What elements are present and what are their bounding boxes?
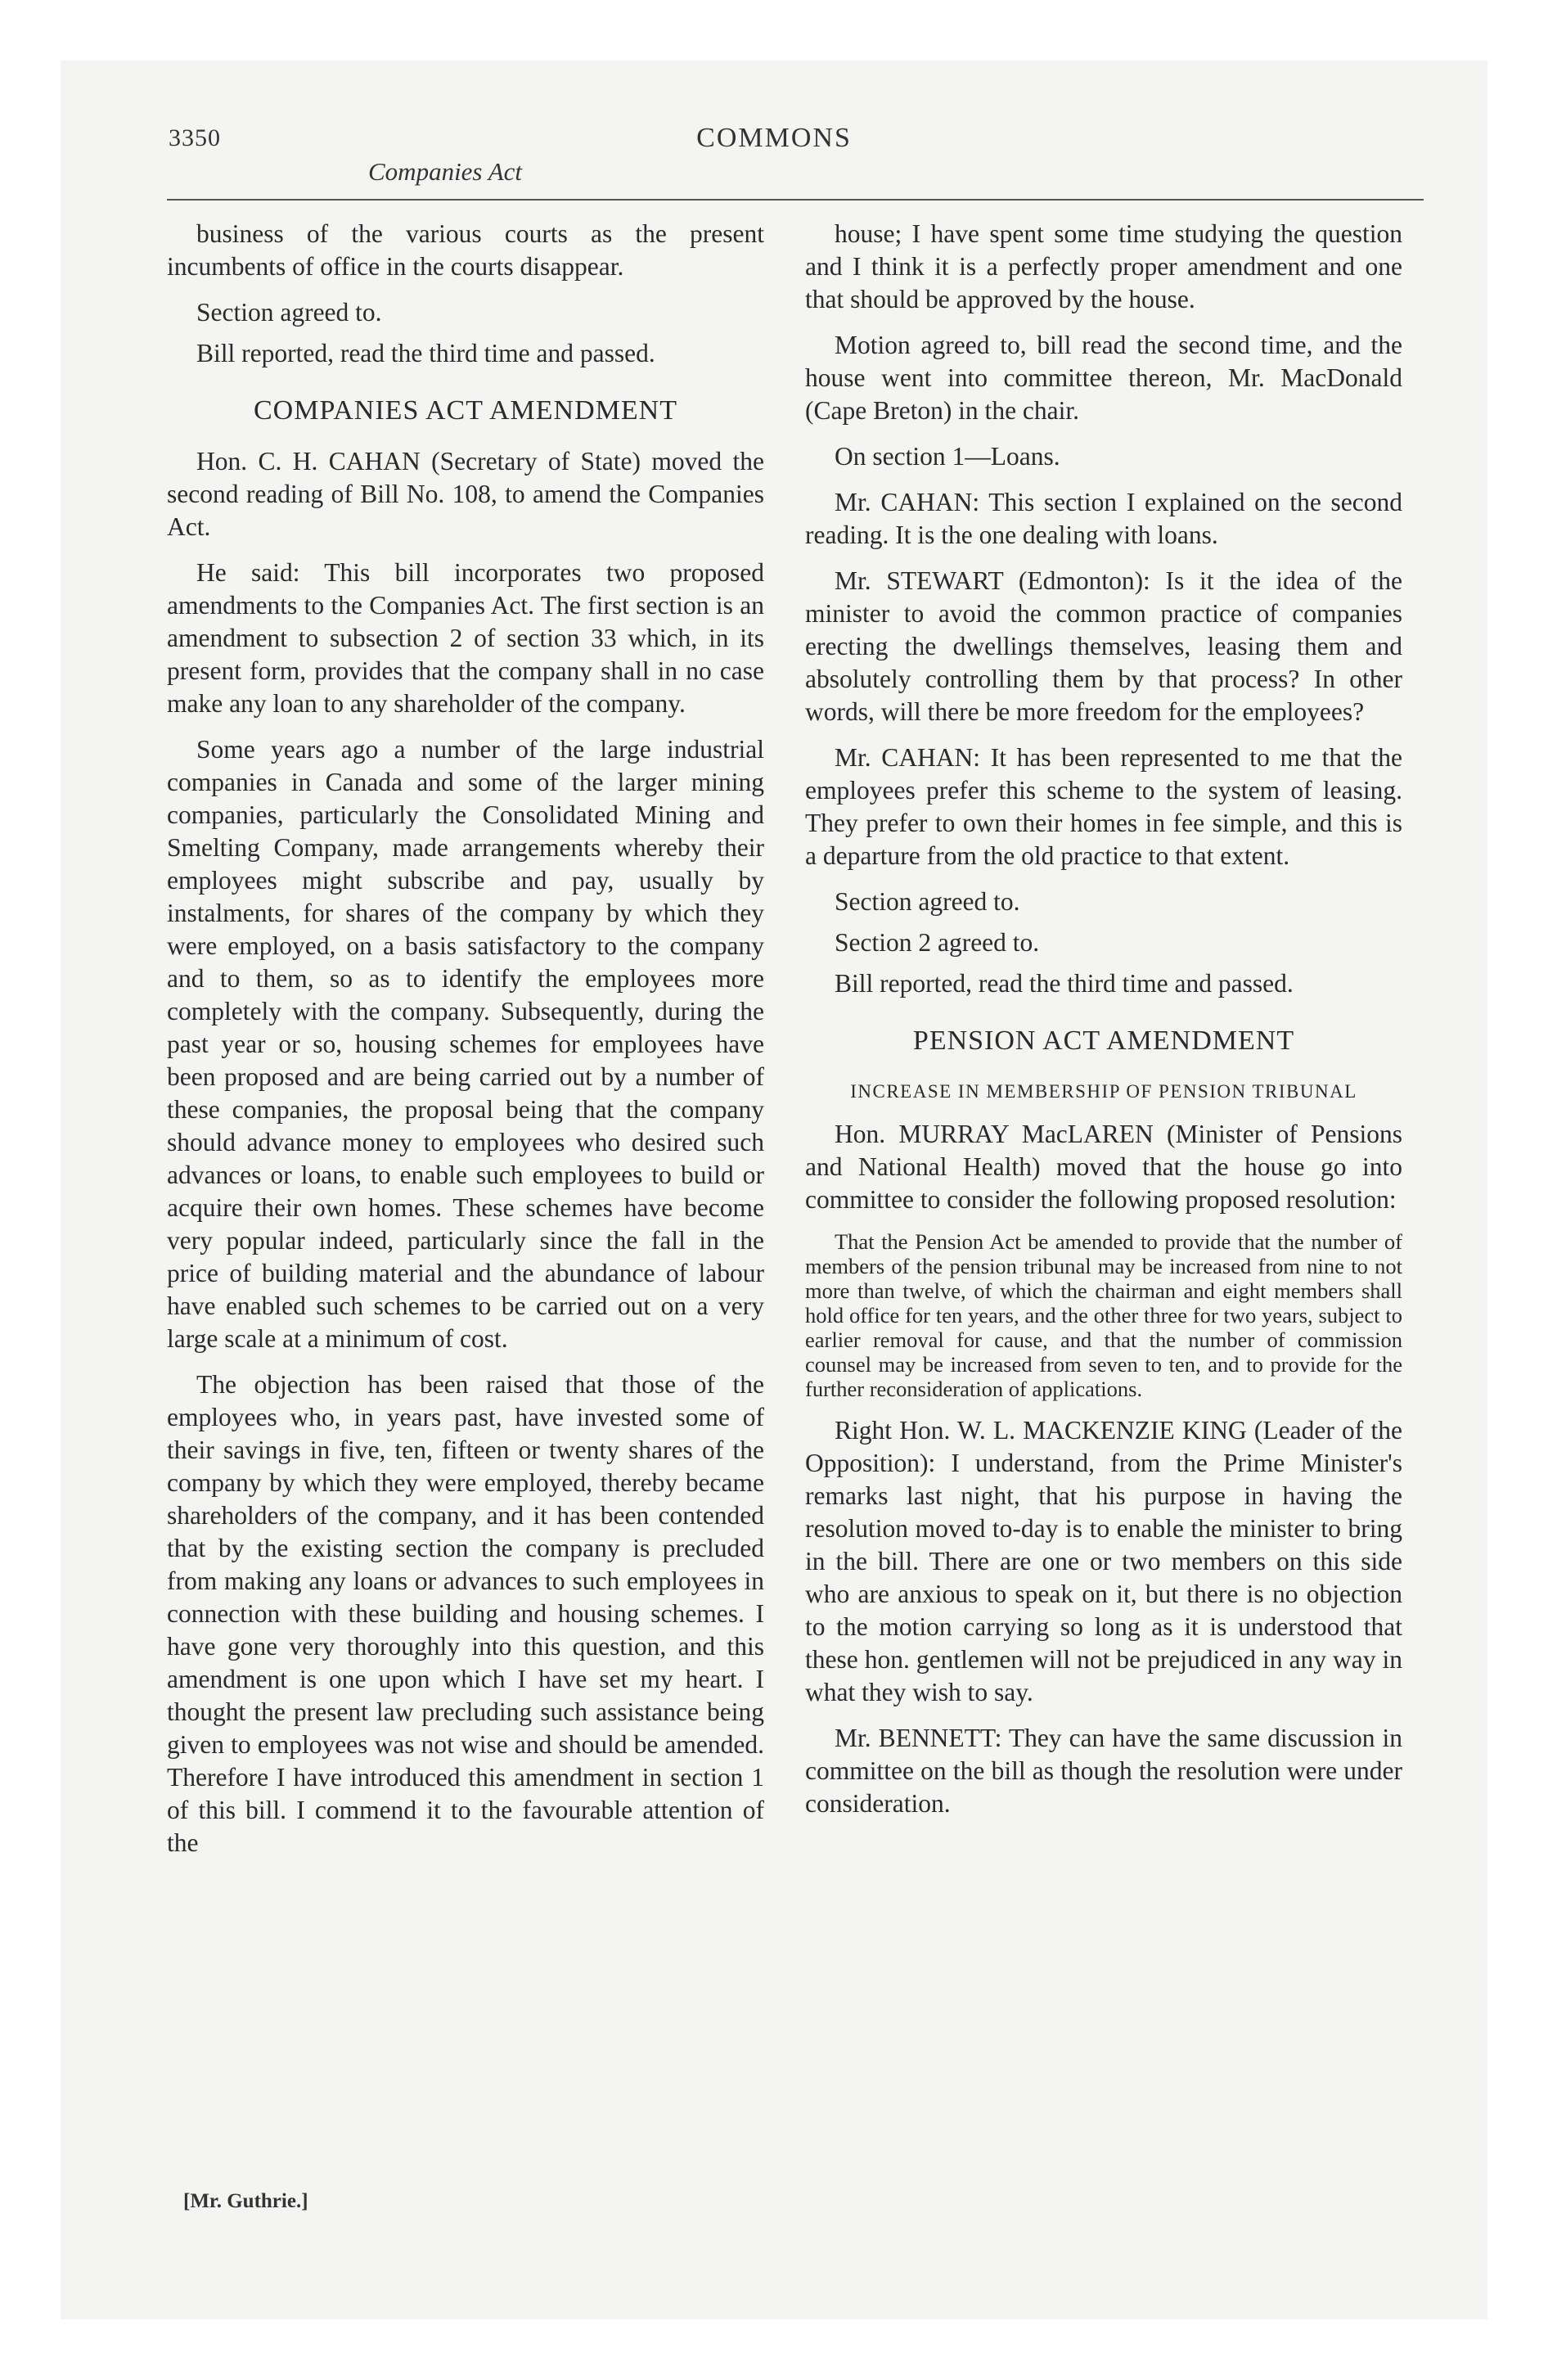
paragraph: Mr. STEWART (Edmonton): Is it the idea of the minister to avoid the common practice of companies erecting the dwellings themselves, leasing them and absolutely controlling them by that process? In other words, will there be more freedom for the employees? <box>805 566 1402 726</box>
section-heading: PENSION ACT AMENDMENT <box>912 1025 1295 1056</box>
paragraph: Motion agreed to, bill read the second time, and the house went into committee thereon, Mr. MacDonald (Cape Breton) in the chair. <box>805 331 1402 425</box>
paragraph: Some years ago a number of the large industrial companies in Canada and some of the larger mining companies, particularly the Consolidated Mining and Smelting Company, made arrangements whereby their employees might subscribe and pay, usually by instalments, for shares of the company by which they were employed, on a basis satisfactory to the company and to them, so as to identify the employees more completely with the company. Subsequently, during the past year or so, housing schemes for employees have been proposed and are being carried out by a number of these companies, the proposal being that the company should advance money to employees who desired such advances or loans, to enable such employees to build or acquire their own homes. These schemes have become very popular indeed, particularly since the fall in the price of building material and the abundance of labour have enabled such schemes to be carried out on a very large scale at a minimum of cost. <box>167 735 764 1353</box>
paragraph: He said: This bill incorporates two proposed amendments to the Companies Act. The first section is an amendment to subsection 2 of section 33 which, in its present form, provides that the company shall in no case make any loan to any shareholder of the company. <box>167 558 764 718</box>
paragraph: Section agreed to. <box>196 298 382 327</box>
paragraph: The objection has been raised that those of the employees who, in years past, have invested some of their savings in five, ten, fifteen or twenty shares of the company by which they were employed, thereby became shareholders of the company, and it has been contended that by the existing section the company is precluded from making any loans or advances to such employees in connection with these building and housing schemes. I have gone very thoroughly into this question, and this amendment is one upon which I have set my heart. I thought the present law precluding such assistance being given to employees was not wise and should be amended. Therefore I have introduced this amendment in section 1 of this bill. I commend it to the favourable attention of the <box>167 1370 764 1857</box>
resolution-quote: That the Pension Act be amended to provide that the number of members of the pension tribunal may be increased from nine to not more than twelve, of which the chairman and eight members shall hold office for ten years, and the other three for two years, subject to earlier removal for cause, and that the number of commission counsel may be increased from seven to ten, and to provide for the further reconsideration of applications. <box>805 1229 1402 1401</box>
section-heading: COMPANIES ACT AMENDMENT <box>254 395 677 426</box>
paragraph: Hon. C. H. CAHAN (Secretary of State) moved the second reading of Bill No. 108, to amend the Companies Act. <box>167 447 764 541</box>
section-subheading: INCREASE IN MEMBERSHIP OF PENSION TRIBUNAL <box>850 1081 1357 1102</box>
paragraph: Hon. MURRAY MacLAREN (Minister of Pensions and National Health) moved that the house go into committee to consider the following proposed resolution: <box>805 1120 1402 1214</box>
paragraph: Section 2 agreed to. <box>835 928 1040 957</box>
paragraph: On section 1—Loans. <box>835 442 1060 471</box>
right-column <box>805 218 1402 1833</box>
page-number: 3350 <box>169 124 221 151</box>
paragraph: Mr. CAHAN: It has been represented to me that the employees prefer this scheme to the system of leasing. They prefer to own their homes in fee simple, and this is a departure from the old practice to that extent. <box>805 743 1402 870</box>
paragraph: Section agreed to. <box>835 887 1020 916</box>
speaker-footnote: [Mr. Guthrie.] <box>183 2190 308 2212</box>
paragraph: Right Hon. W. L. MACKENZIE KING (Leader of the Opposition): I understand, from the Prime Minister's remarks last night, that his purpose in having the resolution moved to-day is to enable the minister to bring in the bill. There are one or two members on this side who are anxious to speak on it, but there is no objection to the motion carrying so long as it is understood that these hon. gentlemen will not be prejudiced in any way in what they wish to say. <box>805 1416 1402 1706</box>
paragraph: Bill reported, read the third time and passed. <box>835 969 1294 998</box>
page-title: COMMONS <box>696 123 852 153</box>
header-rule <box>167 199 1424 201</box>
left-column <box>167 218 764 1873</box>
paragraph: house; I have spent some time studying the question and I think it is a perfectly proper amendment and one that should be approved by the house. <box>805 219 1402 313</box>
paragraph: Mr. CAHAN: This section I explained on the second reading. It is the one dealing with loans. <box>805 488 1402 549</box>
page-subtitle: Companies Act <box>368 157 522 186</box>
paragraph: Mr. BENNETT: They can have the same discussion in committee on the bill as though the resolution were under consideration. <box>805 1724 1402 1818</box>
paragraph: Bill reported, read the third time and passed. <box>196 339 655 367</box>
paragraph: business of the various courts as the present incumbents of office in the courts disappear. <box>167 219 764 281</box>
